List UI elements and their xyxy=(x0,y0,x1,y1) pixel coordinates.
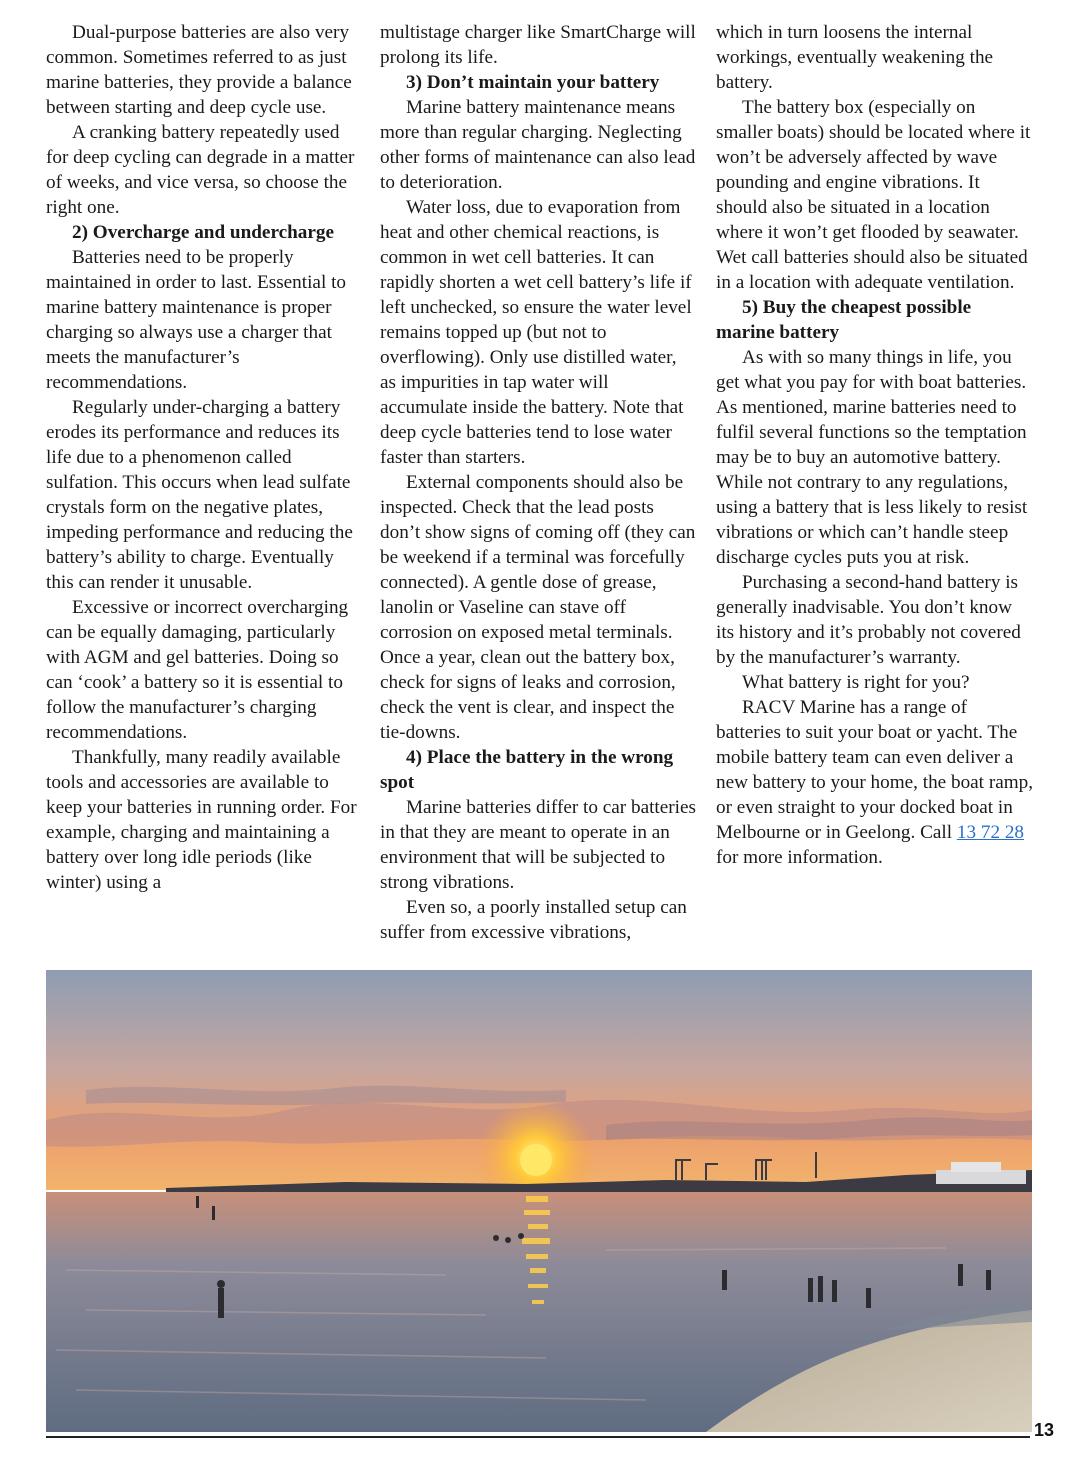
closing-text-end: for more information. xyxy=(716,847,883,868)
paragraph: Batteries need to be properly maintained in order to last. Essential to marine battery maintenance is proper charging so always use a charger that meets the manufacturer’s recommendations. xyxy=(46,247,347,393)
paragraph: As with so many things in life, you get what you pay for with boat batteries. As mentioned, marine batteries need to fulfil several functions so the temptation may be to buy an automotive battery. While not contrary to any regulations, using a battery that is less likely to resist vibrations or which can’t handle steep discharge cycles puts you at risk. xyxy=(716,347,1028,568)
paragraph: Purchasing a second-hand battery is generally inadvisable. You don’t know its history and it’s probably not covered by the manufacturer’s warranty. xyxy=(716,572,1021,668)
paragraph: The battery box (especially on smaller boats) should be located where it won’t be adversely affected by wave pounding and engine vibrations. It should also be situated in a location where it won’t get flooded by seawater. Wet call batteries should also be situated in a location with adequate ventilation. xyxy=(716,97,1031,293)
paragraph: Marine batteries differ to car batteries in that they are meant to operate in an environment that will be subjected to strong vibrations. xyxy=(380,797,696,893)
paragraph: Thankfully, many readily available tools and accessories are available to keep your batteries in running order. For example, charging and maintaining a battery over long idle periods (like winter) using a xyxy=(46,747,357,893)
paragraph: Excessive or incorrect overcharging can be equally damaging, particularly with AGM and gel batteries. Doing so can ‘cook’ a battery so it is essential to follow the manufacturer’s charging recommendations. xyxy=(46,597,349,743)
paragraph-closing xyxy=(716,695,1034,870)
paragraph: Even so, a poorly installed setup can suffer from excessive vibrations, xyxy=(380,897,687,943)
paragraph-continued: which in turn loosens the internal workings, eventually weakening the battery. xyxy=(716,22,994,93)
section-heading-overcharge: 2) Overcharge and undercharge xyxy=(72,222,335,243)
paragraph: Dual-purpose batteries are also very common. Sometimes referred to as just marine batteries, they provide a balance between starting and deep cycle use. xyxy=(46,22,352,118)
sunset-beach-photo xyxy=(46,970,1032,1432)
paragraph: Water loss, due to evaporation from heat and other chemical reactions, is common in wet cell batteries. It can rapidly shorten a wet cell battery’s life if left unchecked, so ensure the water level remains topped up (but not to overflowing). Only use distilled water, as impurities in tap water will accumulate inside the battery. Note that deep cycle batteries tend to lose water faster than starters. xyxy=(380,197,692,468)
paragraph: Marine battery maintenance means more than regular charging. Neglecting other forms of maintenance can also lead to deterioration. xyxy=(380,97,696,193)
phone-number-link[interactable]: 13 72 28 xyxy=(956,822,1025,843)
closing-text: RACV Marine has a range of batteries to suit your boat or yacht. The mobile battery team can even deliver a new battery to your home, the boat ramp, or even straight to your docked boat in Melbourne or in Geelong. Call xyxy=(716,697,1034,843)
paragraph: What battery is right for you? xyxy=(742,672,970,693)
section-heading-placement: 4) Place the battery in the wrong spot xyxy=(380,747,674,793)
section-heading-cheapest: 5) Buy the cheapest possible marine battery xyxy=(716,297,972,343)
sunset-beach-icon xyxy=(46,970,1032,1432)
article-column-2 xyxy=(380,20,696,945)
paragraph: Regularly under-charging a battery erodes its performance and reduces its life due to a phenomenon called sulfation. This occurs when lead sulfate crystals form on the negative plates, impeding performance and reducing the battery’s ability to charge. Eventually this can render it unusable. xyxy=(46,397,353,593)
paragraph-continued: multistage charger like SmartCharge will prolong its life. xyxy=(380,22,696,68)
article-column-1 xyxy=(46,20,364,895)
footer-rule xyxy=(46,1436,1030,1438)
section-heading-maintain: 3) Don’t maintain your battery xyxy=(406,72,660,93)
article-column-3 xyxy=(716,20,1034,870)
paragraph: External components should also be inspected. Check that the lead posts don’t show signs of coming off (they can be weekend if a terminal was forcefully connected). A gentle dose of grease, lanolin or Vaseline can stave off corrosion on exposed metal terminals. Once a year, clean out the battery box, check for signs of leaks and corrosion, check the vent is clear, and inspect the tie-downs. xyxy=(380,472,696,743)
paragraph: A cranking battery repeatedly used for deep cycling can degrade in a matter of weeks, and vice versa, so choose the right one. xyxy=(46,122,355,218)
page-number: 13 xyxy=(1033,1420,1054,1440)
